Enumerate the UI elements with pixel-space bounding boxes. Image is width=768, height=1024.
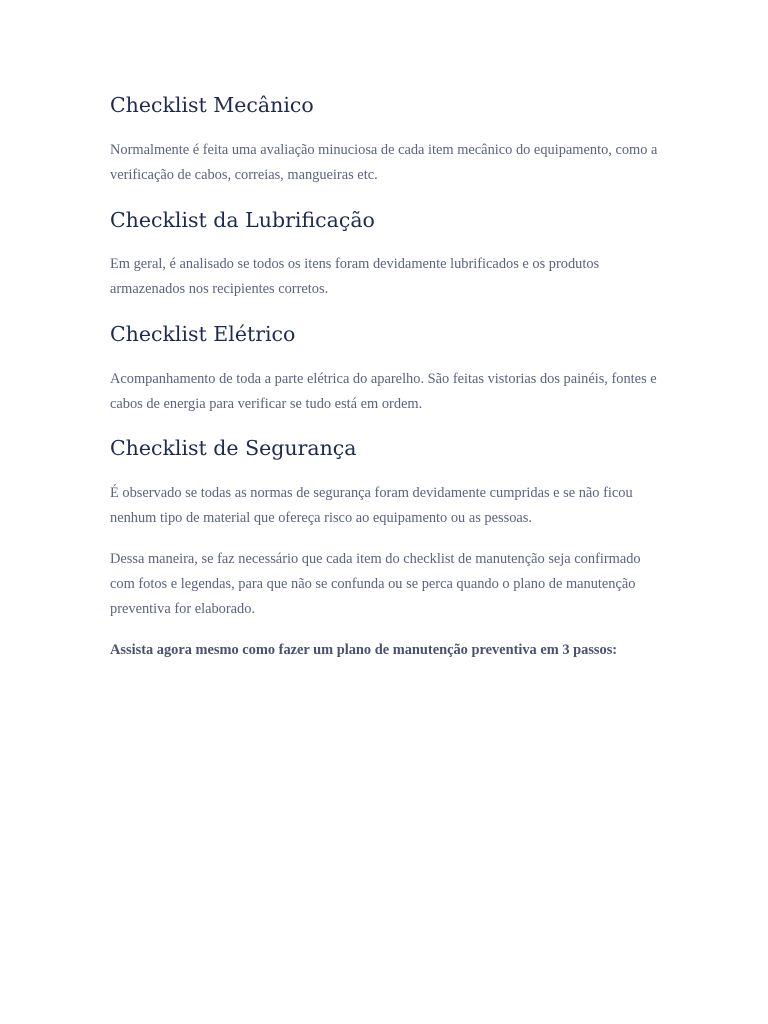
- paragraph-checklist-seguranca: É observado se todas as normas de segurança foram devidamente cumpridas e se não ficou nenhum tipo de material que ofereça risco ao equipamento ou as pessoas.: [110, 485, 633, 526]
- heading-checklist-lubrificacao: Checklist da Lubrificação: [110, 208, 375, 232]
- heading-checklist-seguranca: Checklist de Segurança: [110, 436, 357, 460]
- heading-checklist-eletrico: Checklist Elétrico: [110, 322, 296, 346]
- paragraph-checklist-eletrico: Acompanhamento de toda a parte elétrica do aparelho. São feitas vistorias dos painéis, fontes e cabos de energia para verificar se tudo está em ordem.: [110, 371, 657, 412]
- paragraph-checklist-mecanico: Normalmente é feita uma avaliação minuciosa de cada item mecânico do equipamento, como a verificação de cabos, correias, mangueiras etc.: [110, 142, 658, 183]
- closing-paragraph: Dessa maneira, se faz necessário que cada item do checklist de manutenção seja confirmado com fotos e legendas, para que não se confunda ou se perca quando o plano de manutenção preventiva for elaborado.: [110, 551, 641, 617]
- cta-text: Assista agora mesmo como fazer um plano de manutenção preventiva em 3 passos:: [110, 642, 618, 658]
- paragraph-checklist-lubrificacao: Em geral, é analisado se todos os itens foram devidamente lubrificados e os produtos armazenados nos recipientes corretos.: [110, 256, 600, 297]
- heading-checklist-mecanico: Checklist Mecânico: [110, 93, 314, 117]
